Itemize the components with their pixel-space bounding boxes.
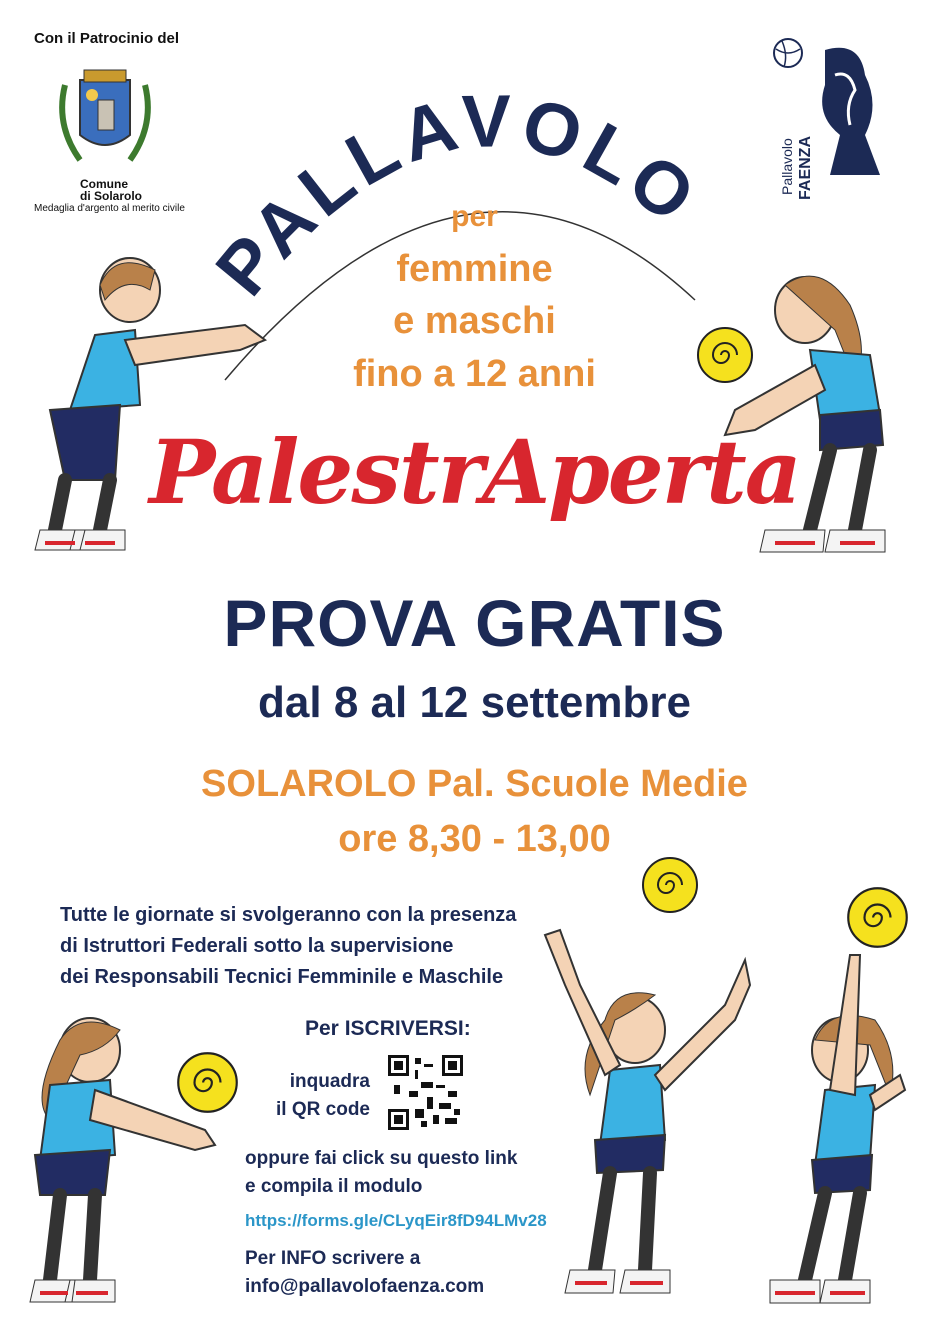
description-line3: dei Responsabili Tecnici Femminile e Maschile	[60, 966, 504, 988]
patronage-text: Con il Patrocinio del	[34, 30, 180, 47]
subtitle-line2: femmine	[396, 248, 553, 290]
contact-info	[245, 1245, 484, 1301]
player-girl-serve-illustration	[760, 935, 920, 1315]
link-instructions	[245, 1145, 517, 1201]
pallavolo-faenza-logo	[770, 35, 900, 205]
subtitle-line1: per	[451, 200, 498, 233]
qr-code[interactable]	[388, 1055, 463, 1130]
comune-name-line1: Comune	[80, 177, 128, 191]
link-instructions-line1: oppure fai click su questo link	[245, 1148, 518, 1169]
volleyball-icon	[640, 855, 700, 915]
player-girl-set-illustration	[535, 925, 755, 1320]
subtitle-line4: fino a 12 anni	[353, 353, 596, 395]
qr-label-line1: inquadra	[289, 1071, 370, 1092]
event-venue: SOLAROLO Pal. Scuole Medie	[201, 763, 748, 805]
comune-name	[80, 178, 142, 202]
signup-form-link[interactable]: https://forms.gle/CLyqEir8fD94LMv28	[245, 1211, 547, 1230]
player-girl-bump-illustration	[10, 1010, 230, 1320]
player-girl-illustration	[705, 260, 905, 560]
qr-label-line2: il QR code	[276, 1099, 370, 1120]
event-hours: ore 8,30 - 13,00	[338, 818, 611, 860]
comune-medal-text: Medaglia d'argento al merito civile	[34, 203, 185, 214]
comune-name-line2: di Solarolo	[80, 189, 143, 203]
description-line1: Tutte le giornate si svolgeranno con la presenza	[60, 904, 517, 926]
description-line2: di Istruttori Federali sotto la supervisione	[60, 935, 454, 957]
qr-label	[265, 1068, 370, 1124]
event-dates: dal 8 al 12 settembre	[258, 678, 691, 727]
headline: PROVA GRATIS	[223, 586, 726, 660]
contact-email[interactable]: info@pallavolofaenza.com	[245, 1276, 485, 1297]
contact-line1: Per INFO scrivere a	[245, 1248, 421, 1269]
subtitle-line3: e maschi	[393, 300, 556, 342]
title-pallavolo: PALLAVOLO	[199, 79, 715, 311]
signup-heading: Per ISCRIVERSI:	[305, 1017, 471, 1040]
club-name-line2: FAENZA	[797, 136, 814, 200]
player-boy-illustration	[25, 245, 275, 565]
description	[60, 900, 516, 993]
event-name: PalestrAperta	[149, 420, 800, 524]
link-instructions-line2: e compila il modulo	[245, 1176, 423, 1197]
comune-crest-logo	[50, 55, 160, 175]
club-name-line1: Pallavolo	[779, 138, 795, 195]
